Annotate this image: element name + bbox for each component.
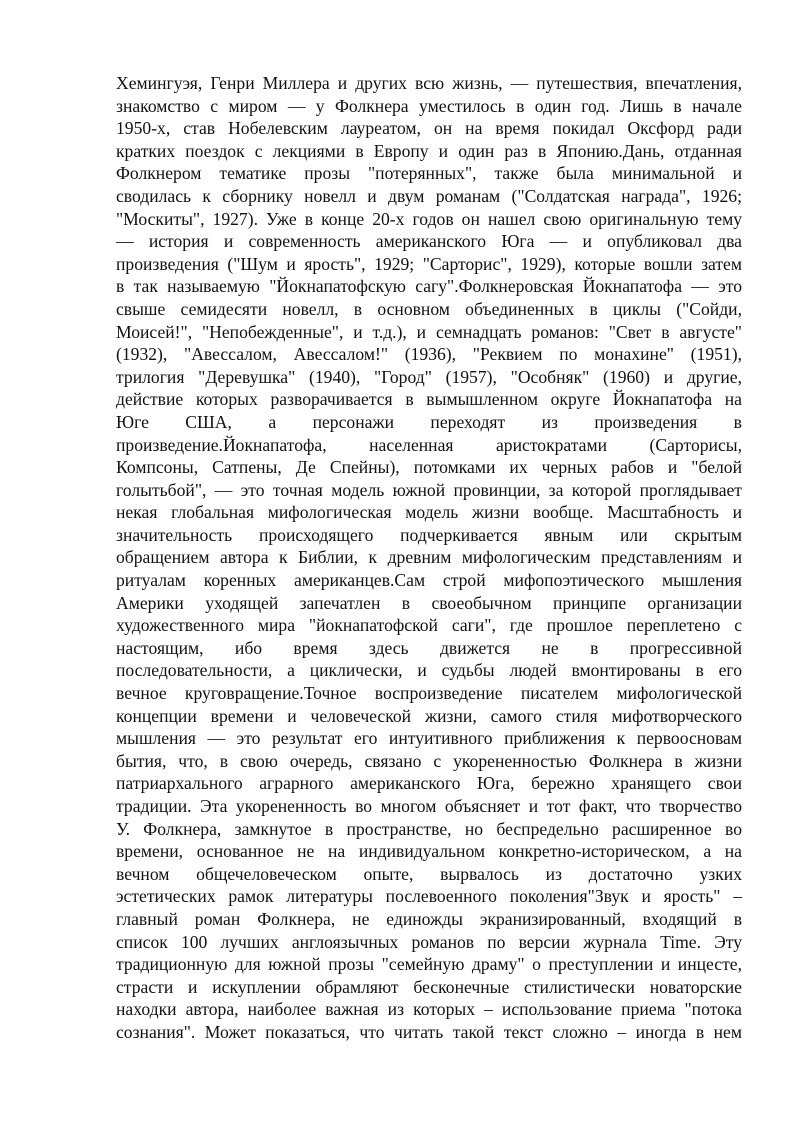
- text-line: страсти и искуплении обрамляют бесконечные стилистически новаторские: [116, 976, 742, 997]
- text-line: значительность происходящего подчеркивается явным или скрытым: [116, 524, 742, 545]
- text-line: свыше семидесяти новелл, в основном объединенных в циклы ("Сойди,: [116, 298, 742, 319]
- text-line: находки автора, наиболее важная из которых – использование приема "потока: [116, 999, 742, 1020]
- text-line: Америки уходящей запечатлен в своеобычном принципе организации: [116, 592, 742, 613]
- text-line: Моисей!", "Непобежденные", и т.д.), и семнадцать романов: "Свет в августе": [116, 321, 742, 342]
- text-line: в так называемую "Йокнапатофскую сагу".Фолкнеровская Йокнапатофа — это: [116, 276, 742, 297]
- text-line: знакомство с миром — у Фолкнера уместилось в один год. Лишь в начале: [116, 95, 742, 116]
- text-line: — история и современность американского Юга — и опубликовал два: [116, 231, 742, 252]
- text-line: произведения ("Шум и ярость", 1929; "Сарторис", 1929), которые вошли затем: [116, 253, 742, 274]
- text-line: голытьбой", — это точная модель южной провинции, за которой проглядывает: [116, 479, 742, 500]
- text-line: эстетических рамок литературы послевоенного поколения"Звук и ярость" –: [116, 886, 742, 907]
- text-line: времени, основанное не на индивидуальном конкретно-историческом, а на: [116, 841, 742, 862]
- text-line: сознания". Может показаться, что читать такой текст сложно – иногда в нем: [116, 1021, 742, 1042]
- text-line: трилогия "Деревушка" (1940), "Город" (1957), "Особняк" (1960) и другие,: [116, 366, 742, 387]
- text-line: 1950-х, став Нобелевским лауреатом, он на время покидал Оксфорд ради: [116, 118, 742, 139]
- text-line: последовательности, а циклически, и судьбы людей вмонтированы в его: [116, 660, 742, 681]
- text-line: традиции. Эта укорененность во многом объясняет и тот факт, что творчество: [116, 796, 742, 816]
- text-line: настоящим, ибо время здесь движется не в прогрессивной: [116, 637, 742, 658]
- text-line: У. Фолкнера, замкнутое в пространстве, но беспредельно расширенное во: [116, 818, 742, 839]
- text-line: (1932), "Авессалом, Авессалом!" (1936), "Реквием по монахине" (1951),: [116, 344, 742, 365]
- text-line: "Москиты", 1927). Уже в конце 20-х годов он нашел свою оригинальную тему: [116, 208, 742, 229]
- text-line: Фолкнером тематике прозы "потерянных", также была минимальной и: [116, 163, 742, 184]
- text-line: главный роман Фолкнера, не единожды экранизированный, входящий в: [116, 908, 742, 929]
- text-line: вечное круговращение.Точное воспроизведение писателем мифологической: [116, 683, 742, 704]
- text-line: мышления — это результат его интуитивного приближения к первоосновам: [116, 728, 742, 749]
- text-line: некая глобальная мифологическая модель жизни вообще. Масштабность и: [116, 502, 742, 523]
- text-line: художественного мира "йокнапатофской саги", где прошлое переплетено с: [116, 615, 742, 636]
- text-line: список 100 лучших англоязычных романов по версии журнала Time. Эту: [116, 931, 742, 952]
- text-line: сводилась к сборнику новелл и двум романам ("Солдатская награда", 1926;: [116, 185, 742, 206]
- text-line: Хемингуэя, Генри Миллера и других всю жизнь, — путешествия, впечатления,: [116, 73, 742, 93]
- text-line: произведение.Йокнапатофа, населенная аристократами (Сарторисы,: [116, 434, 742, 455]
- text-line: Компсоны, Сатпены, Де Спейны), потомками их черных рабов и "белой: [116, 457, 742, 478]
- text-line: кратких поездок с лекциями в Европу и один раз в Японию.Дань, отданная: [116, 140, 742, 161]
- text-line: вечном общечеловеческом опыте, вырвалось из достаточно узких: [116, 863, 742, 884]
- text-line: действие которых разворачивается в вымышленном округе Йокнапатофа на: [116, 389, 742, 410]
- text-line: ритуалам коренных американцев.Сам строй мифопоэтического мышления: [116, 570, 742, 591]
- text-line: традиционную для южной прозы "семейную драму" о преступлении и инцесте,: [116, 954, 742, 975]
- text-line: обращением автора к Библии, к древним мифологическим представлениям и: [116, 547, 742, 568]
- document-page: [116, 72, 742, 1044]
- text-line: концепции времени и человеческой жизни, самого стиля мифотворческого: [116, 705, 742, 726]
- text-line: бытия, что, в свою очередь, связано с укорененностью Фолкнера в жизни: [116, 750, 742, 771]
- text-line: Юге США, а персонажи переходят из произведения в: [116, 411, 742, 432]
- text-line: патриархального аграрного американского Юга, бережно хранящего свои: [116, 773, 742, 794]
